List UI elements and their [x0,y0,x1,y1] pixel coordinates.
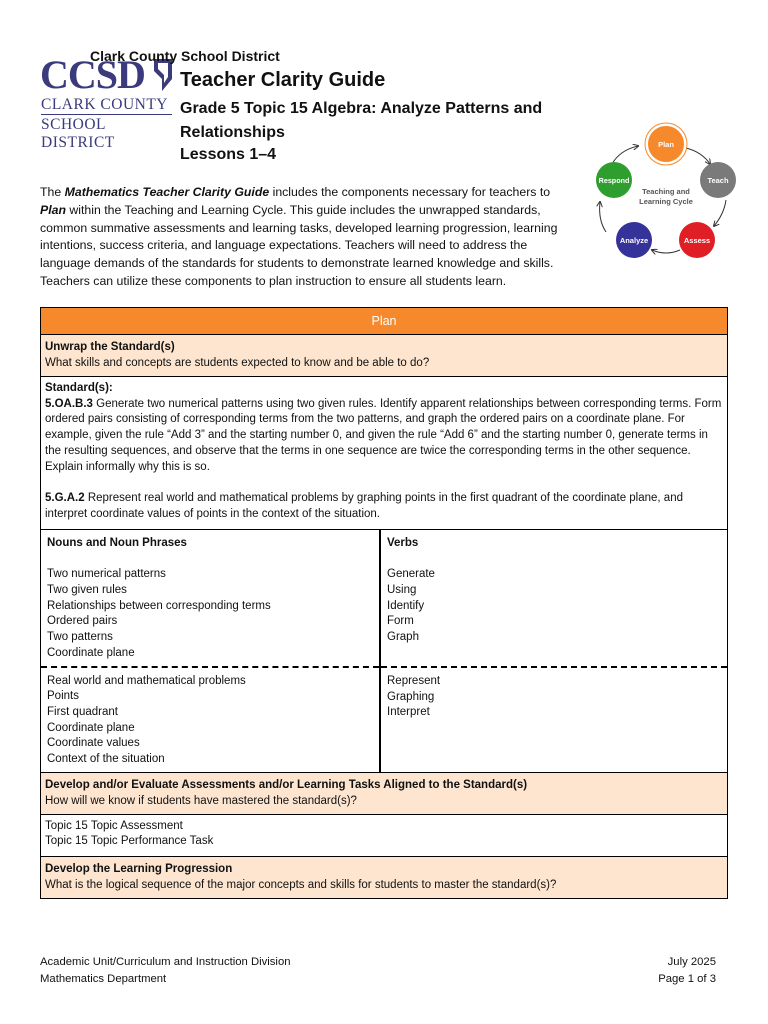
list-item: Topic 15 Topic Assessment [45,819,183,832]
dashed-divider [41,666,379,668]
cycle-step-plan [645,123,687,165]
list-item: Generate [387,568,435,581]
footer-department: Mathematics Department [40,972,167,985]
unwrap-title: Unwrap the Standard(s) [45,341,175,353]
standards-cell [41,377,727,530]
cycle-step-teach [700,162,736,198]
list-item: Coordinate values [47,737,140,750]
progression-question: What is the logical sequence of the major concepts and skills for students to master the standard(s)? [45,879,557,892]
footer-division: Academic Unit/Curriculum and Instruction Division [40,956,291,968]
list-item: Two numerical patterns [47,568,166,581]
list-item: Using [387,584,417,597]
list-item: Represent [387,674,441,687]
list-item: Coordinate plane [47,721,135,734]
list-item: Relationships between corresponding terms [47,599,271,612]
standard-code: 5.OA.B.3 [45,397,93,410]
assessments-cell [41,815,727,857]
standard-5ga2: 5.G.A.2 Represent real world and mathematical problems by graphing points in the first quadrant of the coordinate plane, and interpret coordinate values of points in the context of the situation. [45,492,683,520]
list-item: Points [47,690,79,703]
footer-page-number: Page 1 of 3 [658,972,716,985]
page-subtitle: Grade 5 Topic 15 Algebra: Analyze Patterns and Relationships [180,100,543,141]
ccsd-logo [40,52,175,151]
list-item: Graph [387,631,419,644]
list-item: Two patterns [47,631,113,644]
intro-emphasis-plan: Plan [40,202,66,217]
nouns-header: Nouns and Noun Phrases [47,536,187,549]
svg-text:Assess: Assess [683,236,711,245]
footer-left [40,954,291,987]
list-item: Topic 15 Topic Performance Task [45,835,214,848]
unwrap-standards-header [41,335,727,377]
logo-rule [41,114,172,115]
svg-text:Teach: Teach [707,176,729,185]
svg-text:Respond: Respond [598,176,630,185]
dashed-divider [381,666,727,668]
cycle-center-label-1: Teaching and [642,187,690,196]
logo-acronym: CCSD [40,52,145,97]
list-item: Graphing [387,690,435,703]
list-item: First quadrant [47,705,118,718]
cycle-center-label-2: Learning Cycle [639,197,693,206]
learning-progression-header [41,857,727,898]
cycle-step-assess [679,222,715,258]
footer-right [658,954,716,987]
plan-header-bar: Plan [41,308,727,335]
list-item: Identify [387,599,425,612]
lessons-label: Lessons 1–4 [180,146,277,163]
list-item: Two given rules [47,584,127,597]
verbs-header: Verbs [387,536,419,549]
district-name: Clark County School District [90,48,280,64]
list-item: Coordinate plane [47,646,135,659]
assessments-title: Develop and/or Evaluate Assessments and/or Learning Tasks Aligned to the Standard(s) [45,778,528,791]
progression-title: Develop the Learning Progression [45,863,233,876]
nouns-column [41,530,381,772]
svg-text:Plan: Plan [658,140,674,149]
intro-emphasis-guide: Mathematics Teacher Clarity Guide [64,185,270,199]
footer-date: July 2025 [667,956,716,968]
standard-code: 5.G.A.2 [45,492,85,505]
nouns-verbs-grid [41,530,727,773]
verbs-column [381,530,727,772]
svg-text:Analyze: Analyze [619,236,649,245]
page-title: Teacher Clarity Guide [180,69,386,91]
teaching-learning-cycle-diagram [590,122,740,264]
cycle-step-respond [596,162,632,198]
list-item: Interpret [387,706,430,719]
list-item: Ordered pairs [47,615,118,628]
standard-5oab3: 5.OA.B.3 Generate two numerical patterns using two given rules. Identify apparent relationships between corresponding terms. Form ordered pairs consisting of corresponding terms from the two patterns, and graph the ordered pairs on a coordinate plane. For example, given the rule “Add 3” and the starting number 0, and given the rule “Add 6” and the starting number 0, generate terms in the resulting sequences, and observe that the terms in one sequence are twice the corresponding terms in the other sequence. Explain informally why this is so. [45,397,722,473]
intro-paragraph: The Mathematics Teacher Clarity Guide includes the components necessary for teachers to Plan within the Teaching and Learning Cycle. This guide includes the unwrapped standards, common summative assessments and learning tasks, developed learning progression, learning intentions, success criteria, and language expectations. Teachers will need to address the language demands of the standards for students to demonstrate learned knowledge and skills. Teachers can utilize these components to plan instruction to ensure all students learn. [40,185,558,288]
standards-label: Standard(s): [45,382,113,394]
assessments-header [41,773,727,815]
cycle-step-analyze [616,222,652,258]
logo-line-1: CLARK COUNTY [41,96,168,113]
unwrap-question: What skills and concepts are students expected to know and be able to do? [45,357,430,369]
list-item: Real world and mathematical problems [47,674,246,687]
list-item: Context of the situation [47,753,165,766]
logo-line-2: SCHOOL DISTRICT [41,116,115,151]
list-item: Form [387,615,414,628]
assessments-question: How will we know if students have mastered the standard(s)? [45,794,357,807]
plan-table [40,307,728,899]
